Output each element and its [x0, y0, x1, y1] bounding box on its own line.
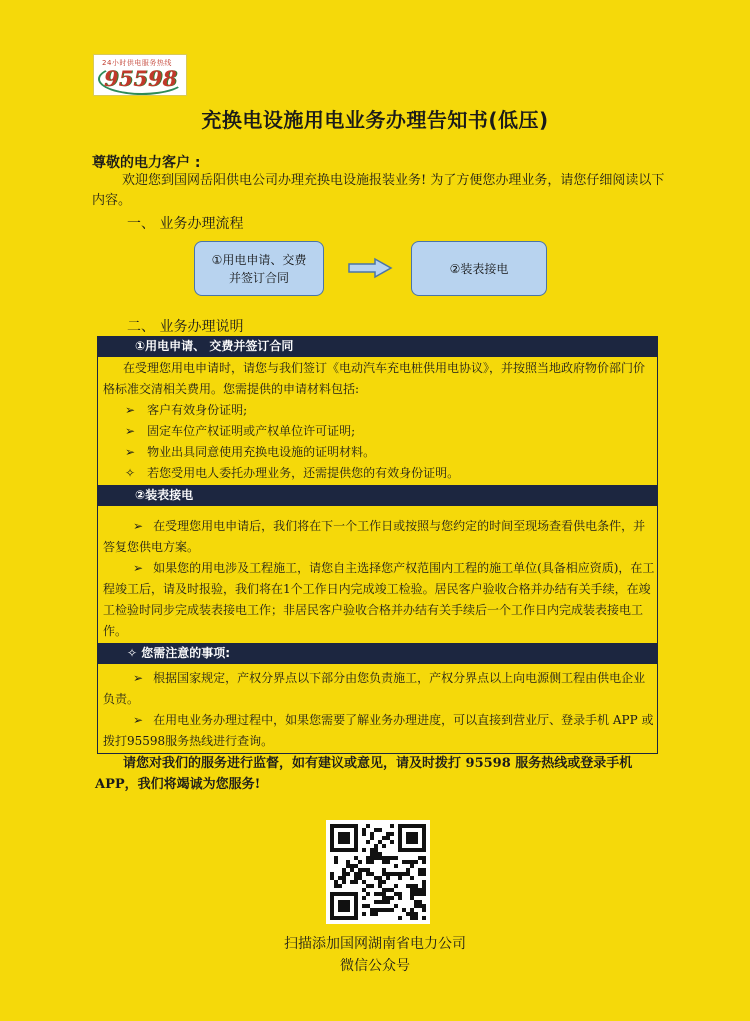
list-item: ➢ 客户有效身份证明;: [125, 400, 459, 421]
intro-text: 欢迎您到国网岳阳供电公司办理充换电设施报装业务! 为了方便您办理业务，请您仔细阅读以下内容。: [92, 173, 665, 208]
panel-bar-install-label: ②装表接电: [135, 488, 194, 502]
list-item: ➢ 固定车位产权证明或产权单位许可证明;: [125, 421, 459, 442]
logo-number: 95598: [104, 66, 178, 91]
flow-step-install: [411, 241, 547, 296]
install-paragraph-2: [103, 558, 655, 642]
list-item: ➢ 物业出具同意使用充换电设施的证明材料。: [125, 442, 459, 463]
panel-bar-apply-label: ①用电申请、 交费并签订合同: [135, 339, 294, 353]
install-paragraph-2-text: 如果您的用电涉及工程施工，请您自主选择您产权范围内工程的施工单位(具备相应资质)，在工程竣工后，请及时报验，我们将在1个工作日内完成竣工检验。居民客户验收合格并办结有关手续，在竣工检验时同步完成装表接电工作；非居民客户验收合格并办结有关手续后一个工作日内完成装表接电工作。: [103, 561, 655, 638]
arrow-bullet-icon: ➢: [133, 713, 144, 727]
install-paragraph-1-text: 在受理您用电申请后，我们将在下一个工作日或按照与您约定的时间至现场查看供电条件，并答复您供电方案。: [103, 519, 646, 554]
list-item: ✧ 若您受用电人委托办理业务，还需提供您的有效身份证明。: [125, 463, 459, 484]
qr-caption-line2: 微信公众号: [340, 958, 410, 974]
logo-slogan: 24小时供电服务热线: [102, 59, 172, 67]
qr-caption-line1: 扫描添加国网湖南省电力公司: [284, 936, 466, 952]
notes-paragraph-2: [103, 710, 655, 752]
qr-code-icon: [330, 824, 426, 920]
arrow-bullet-icon: ➢: [133, 671, 144, 685]
panel-bar-notes-label: ✧ 您需注意的事项:: [127, 646, 231, 660]
panel-bar-install: [97, 485, 658, 506]
flow-step-apply-line1: ①用电申请、交费: [211, 252, 307, 267]
flow-step-apply-line2: 并签订合同: [228, 270, 289, 285]
notes-paragraph-1: [103, 668, 655, 710]
install-paragraph-1: [103, 516, 655, 558]
flow-step-install-label: ②装表接电: [449, 261, 509, 276]
notes-paragraph-1-text: 根据国家规定，产权分界点以下部分由您负责施工，产权分界点以上向电源侧工程由供电企业负责。: [103, 671, 646, 706]
flow-step-apply: [194, 241, 324, 296]
section-heading-details: 二、 业务办理说明: [127, 319, 244, 335]
section-heading-process: 一、 业务办理流程: [127, 216, 244, 232]
materials-list: [125, 400, 459, 484]
arrow-bullet-icon: ➢: [133, 519, 144, 533]
arrow-right-icon: [347, 257, 393, 279]
logo-95598: [93, 54, 187, 96]
page-title: 充换电设施用电业务办理告知书(低压): [201, 108, 549, 132]
notes-paragraph-2-text: 在用电业务办理过程中，如果您需要了解业务办理进度，可以直接到营业厅、登录手机 APP 或拨打95598服务热线进行查询。: [103, 713, 654, 748]
qr-code: [326, 820, 430, 924]
closing-text: 请您对我们的服务进行监督，如有建议或意见，请及时拨打 95598 服务热线或登录手机 APP，我们将竭诚为您服务!: [95, 756, 633, 792]
greeting: 尊敬的电力客户 :: [92, 155, 201, 171]
panel-bar-notes: [97, 643, 658, 664]
arrow-bullet-icon: ➢: [133, 561, 144, 575]
apply-paragraph: 在受理您用电申请时，请您与我们签订《电动汽车充电桩供用电协议》，并按照当地政府物价部门价格标准交清相关费用。您需提供的申请材料包括:: [103, 361, 646, 396]
panel-bar-apply: [97, 336, 658, 357]
